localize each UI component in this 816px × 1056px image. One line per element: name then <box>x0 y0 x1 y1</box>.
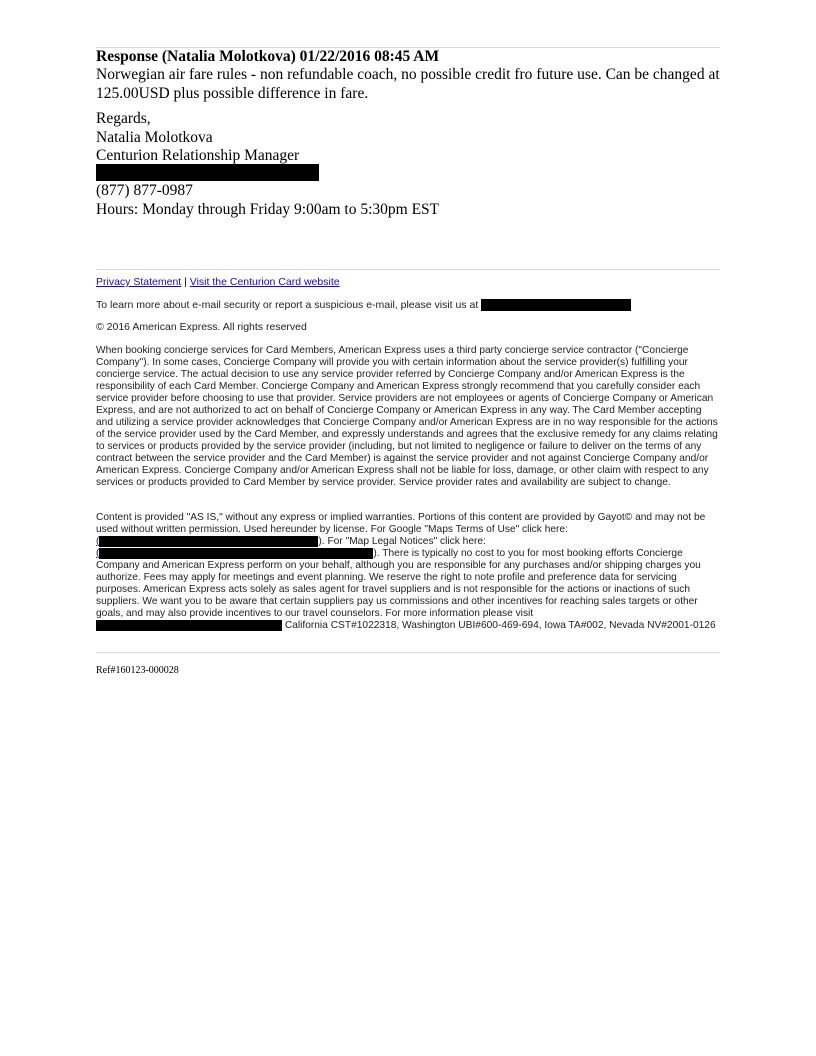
privacy-statement-link[interactable]: Privacy Statement <box>96 276 182 288</box>
contact-block <box>96 182 439 219</box>
security-line <box>96 299 631 312</box>
content-text-2: ). For "Map Legal Notices" click here: <box>318 536 486 548</box>
content-text-3: ). There is typically no cost to you for most booking efforts Concierge Company and American Express perform on your behalf, although you are responsible for any purchases and/or shipping charges you authorize. Fees may apply for meetings and event planning. We reserve the right to note profile and preference data for servicing purposes. American Express acts solely as sales agent for travel suppliers and is not responsible for the actions or inactions of such suppliers. We want you to be aware that certain suppliers pay us commissions and other incentives for reaching sales targets or other goals, and may also provide incentives to our travel counselors. For more information please visit <box>96 548 701 620</box>
response-header: Response (Natalia Molotkova) 01/22/2016 08:45 AM <box>96 48 440 65</box>
bottom-divider <box>96 652 720 653</box>
map-legal-paren: ( <box>96 548 100 560</box>
link-separator: | <box>184 276 187 288</box>
redacted-security-url <box>481 299 631 311</box>
manager-role: Centurion Relationship Manager <box>96 147 300 164</box>
hours-text: Hours: Monday through Friday 9:00am to 5:30pm EST <box>96 200 440 218</box>
redacted-email <box>96 164 319 181</box>
regards-text: Regards, <box>96 110 151 127</box>
maps-terms-link[interactable] <box>96 536 318 547</box>
centurion-website-link[interactable]: Visit the Centurion Card website <box>189 276 340 288</box>
footer-links <box>96 276 340 289</box>
manager-name: Natalia Molotkova <box>96 128 213 146</box>
security-text: To learn more about e-mail security or report a suspicious e-mail, please visit us at <box>96 299 479 311</box>
reference-number: Ref#160123-000028 <box>96 665 179 676</box>
redacted-maps-terms-url <box>99 536 318 547</box>
maps-terms-paren: ( <box>96 536 100 548</box>
signature-block <box>96 110 299 166</box>
content-text-1: Content is provided "AS IS," without any express or implied warranties. Portions of this content are provided by Gayot© and may not be used without written permission. Used hereunder by license. For Google "Maps Terms of Use" click here: <box>96 512 706 535</box>
content-disclaimer <box>96 512 720 633</box>
response-message: Norwegian air fare rules - non refundable coach, no possible credit fro future use. Can be changed at 125.00USD plus possible difference in fare. <box>96 66 720 102</box>
content-text-4: California CST#1022318, Washington UBI#600-469-694, Iowa TA#002, Nevada NV#2001-0126 <box>282 620 716 632</box>
map-legal-link[interactable] <box>96 548 373 559</box>
redacted-map-legal-url <box>99 548 373 559</box>
concierge-disclaimer: When booking concierge services for Card Members, American Express uses a third party concierge service contractor ("Concierge Company"). In some cases, Concierge Company will provide you with certain information about the service provider(s) fulfilling your concierge service. The actual decision to use any service provider referred by Concierge Company and/or American Express is the responsibility of each Card Member. Concierge Company and American Express strongly recommend that you carefully consider each service provider before choosing to use that provider. Service providers are not employees or agents of Concierge Company or American Express, and are not authorized to act on behalf of Concierge Company or American Express in any way. The Card Member accepting and utilizing a service provider acknowledges that Concierge Company and/or American Express are in no way responsible for the actions of the service provider used by the Card Member, and expressly understands and agrees that the exclusive remedy for any claims relating to services or products provided by the service provider (including, but not limited to negligence or failure to deliver on the terms of any contract between the service provider and the Card Member) is against the service provider and not against Concierge Company and/or American Express. Concierge Company and/or American Express shall not be liable for loss, damage, or other claim with respect to any services or products provided to Card Member by service provider. Service provider rates and availability are subject to change. <box>96 345 718 488</box>
redacted-info-url <box>96 620 282 631</box>
copyright-text: © 2016 American Express. All rights reserved <box>96 321 307 333</box>
phone-number: (877) 877-0987 <box>96 182 193 199</box>
footer-divider <box>96 269 720 270</box>
